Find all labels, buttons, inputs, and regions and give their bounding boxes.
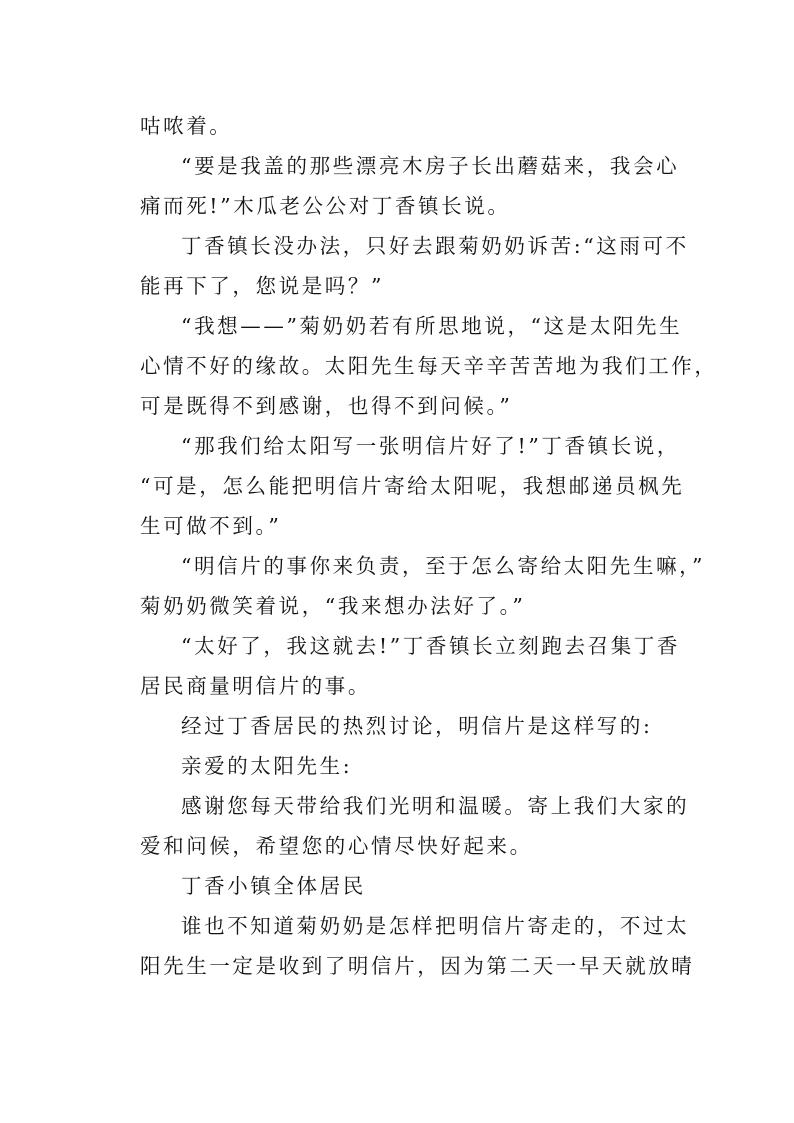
text-line: 居民商量明信片的事。 xyxy=(140,674,371,698)
text-line: 可是既得不到感谢，也得不到问候。” xyxy=(140,394,513,418)
text-line: 经过丁香居民的热烈讨论，明信片是这样写的: xyxy=(181,714,653,738)
text-line: “要是我盖的那些漂亮木房子长出蘑菇来，我会心 xyxy=(181,154,680,178)
text-line: 丁香镇长没办法，只好去跟菊奶奶诉苦:“这雨可不 xyxy=(181,234,689,258)
text-line: “那我们给太阳写一张明信片好了!”丁香镇长说， xyxy=(181,434,680,458)
text-line: 阳先生一定是收到了明信片，因为第二天一早天就放晴 xyxy=(140,954,695,978)
text-line: 心情不好的缘故。太阳先生每天辛辛苦苦地为我们工作， xyxy=(140,354,718,378)
text-line: 咕哝着。 xyxy=(140,114,233,138)
text-line: “太好了，我这就去!”丁香镇长立刻跑去召集丁香 xyxy=(181,634,680,658)
text-line: 感谢您每天带给我们光明和温暖。寄上我们大家的 xyxy=(181,794,690,818)
text-line: “明信片的事你来负责，至于怎么寄给太阳先生嘛，” xyxy=(181,554,706,578)
text-line: “可是，怎么能把明信片寄给太阳呢，我想邮递员枫先 xyxy=(140,474,685,498)
text-line: 痛而死!”木瓜老公公对丁香镇长说。 xyxy=(140,194,511,218)
story-text xyxy=(140,106,718,986)
text-line: 爱和问候，希望您的心情尽快好起来。 xyxy=(140,834,533,858)
text-line: 生可做不到。” xyxy=(140,514,282,538)
text-line: 丁香小镇全体居民 xyxy=(181,874,366,898)
text-line: 能再下了，您说是吗？” xyxy=(140,274,385,298)
text-line: 谁也不知道菊奶奶是怎样把明信片寄走的，不过太 xyxy=(181,914,690,938)
text-line: “我想——”菊奶奶若有所思地说，“这是太阳先生 xyxy=(181,314,683,338)
text-line: 菊奶奶微笑着说，“我来想办法好了。” xyxy=(140,594,526,618)
text-line: 亲爱的太阳先生: xyxy=(181,754,353,778)
